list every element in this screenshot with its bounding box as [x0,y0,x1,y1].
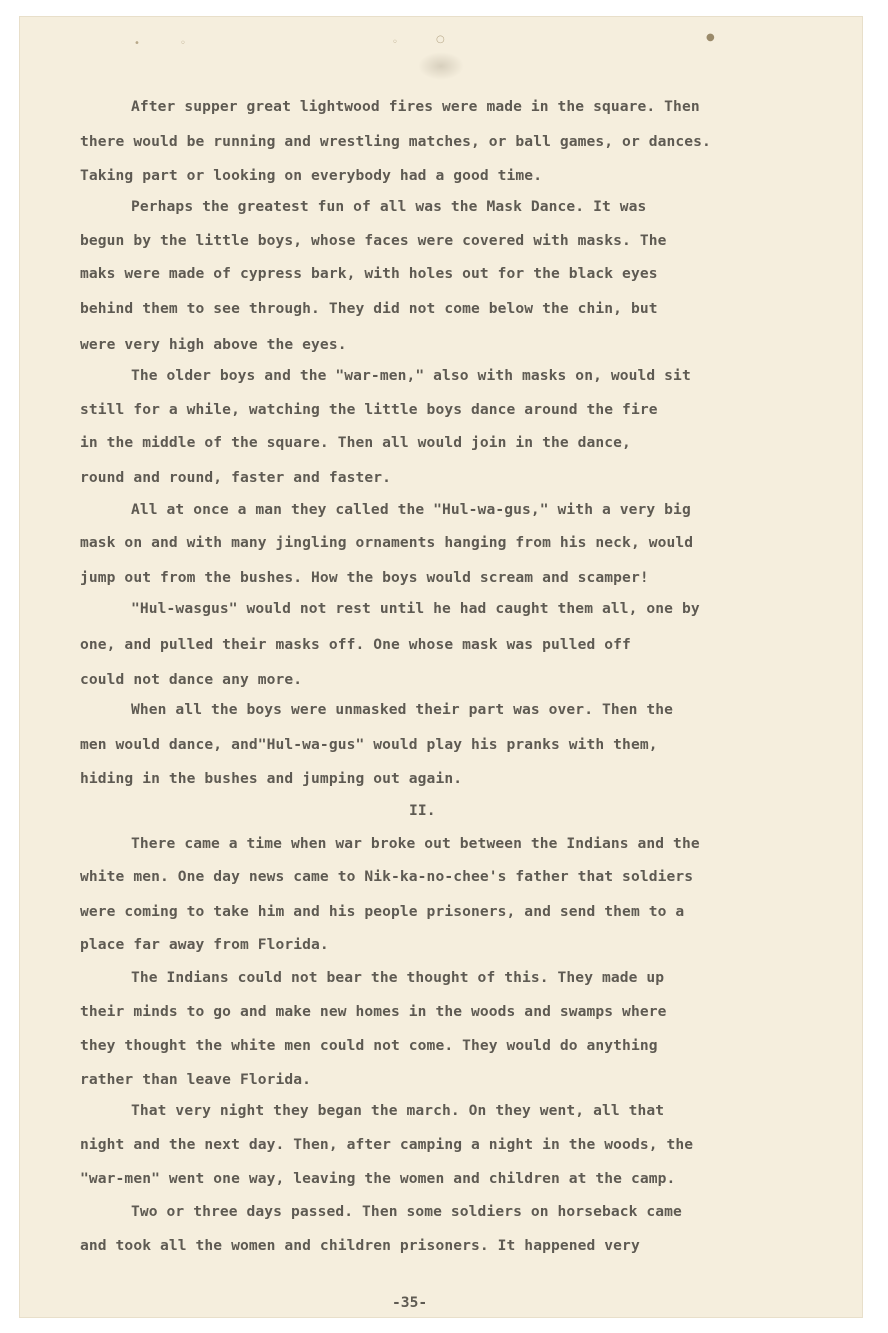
text-line: When all the boys were unmasked their part was over. Then the [131,701,674,718]
text-line: After supper great lightwood fires were made in the square. Then [131,98,700,115]
text-line: jump out from the bushes. How the boys would scream and scamper! [80,569,649,586]
page-number: -35- [392,1294,428,1311]
text-line: All at once a man they called the "Hul-wa-gus," with a very big [131,501,691,518]
section-heading: II. [409,802,436,819]
text-line: their minds to go and make new homes in the woods and swamps where [80,1003,667,1020]
text-line: Perhaps the greatest fun of all was the Mask Dance. It was [131,198,647,215]
text-line: could not dance any more. [80,671,303,688]
text-line: round and round, faster and faster. [80,469,392,486]
text-line: Two or three days passed. Then some soldiers on horseback came [131,1203,682,1220]
text-line: hiding in the bushes and jumping out again. [80,770,463,787]
text-line: The older boys and the "war-men," also with masks on, would sit [131,367,691,384]
text-line: maks were made of cypress bark, with holes out for the black eyes [80,265,658,282]
text-line: were very high above the eyes. [80,336,347,353]
text-line: Taking part or looking on everybody had a good time. [80,167,543,184]
text-line: and took all the women and children prisoners. It happened very [80,1237,640,1254]
paper-speck: ◦ [392,37,398,48]
text-line: in the middle of the square. Then all would join in the dance, [80,434,631,451]
text-line: mask on and with many jingling ornaments hanging from his neck, would [80,534,694,551]
text-line: rather than leave Florida. [80,1071,312,1088]
text-line: one, and pulled their masks off. One whose mask was pulled off [80,636,631,653]
paper-smudge [418,52,464,80]
text-line: men would dance, and"Hul-wa-gus" would play his pranks with them, [80,736,658,753]
text-line: begun by the little boys, whose faces were covered with masks. The [80,232,667,249]
paper-speck: ● [706,32,715,43]
text-line: white men. One day news came to Nik-ka-no-chee's father that soldiers [80,868,694,885]
text-line: The Indians could not bear the thought of this. They made up [131,969,665,986]
paper-speck: ○ [436,34,445,45]
text-line: behind them to see through. They did not come below the chin, but [80,300,658,317]
text-line: "war-men" went one way, leaving the women and children at the camp. [80,1170,676,1187]
text-line: were coming to take him and his people prisoners, and send them to a [80,903,685,920]
text-line: there would be running and wrestling matches, or ball games, or dances. [80,133,711,150]
text-line: There came a time when war broke out between the Indians and the [131,835,700,852]
text-line: place far away from Florida. [80,936,329,953]
text-line: still for a while, watching the little boys dance around the fire [80,401,658,418]
text-line: "Hul-wasgus" would not rest until he had caught them all, one by [131,600,700,617]
paper-speck: ◦ [180,38,186,49]
text-line: night and the next day. Then, after camping a night in the woods, the [80,1136,694,1153]
text-line: they thought the white men could not come. They would do anything [80,1037,658,1054]
text-line: That very night they began the march. On they went, all that [131,1102,665,1119]
paper-speck: • [134,38,140,49]
